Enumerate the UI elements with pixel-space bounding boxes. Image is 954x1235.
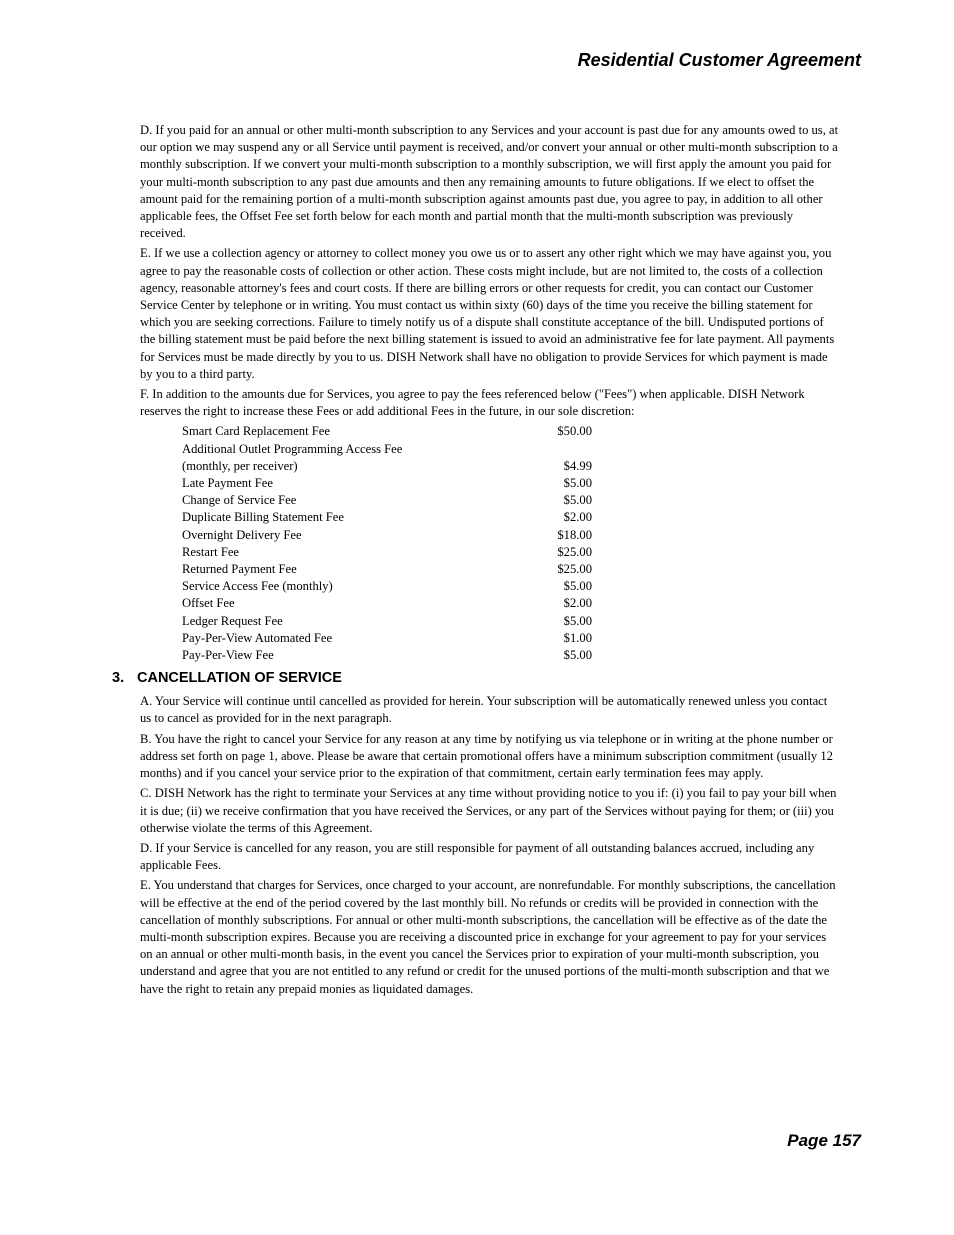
section-number: 3.	[112, 670, 125, 687]
fee-row	[182, 595, 592, 612]
fee-amount: $1.00	[563, 630, 592, 645]
document-header-title: Residential Customer Agreement	[577, 50, 861, 70]
fee-table	[182, 423, 592, 664]
fee-row	[182, 527, 592, 544]
paragraph-e: E. If we use a collection agency or attorney to collect money you owe us or to assert any other right which we may have against you, you agree to pay the reasonable costs of collection or other action. These costs might include, but are not limited to, the costs of a collection agency, reasonable attorney's fees and court costs. If there are billing errors or other requests for credit, you can contact our Customer Service Center by telephone or in writing. You must contact us within sixty (60) days of the time you receive the billing statement for which you are seeking corrections. Failure to timely notify us of a dispute shall constitute acceptance of the bill. Undisputed portions of the billing statement must be paid before the next billing statement is issued to avoid an administrative fee for late payment. All payments for Services must be made directly by you to us. DISH Network shall have no obligation to provide Services for which payment is made by you to a third party.	[140, 246, 835, 381]
fee-name: Change of Service Fee	[182, 493, 297, 508]
fee-row	[182, 458, 592, 475]
fee-name: Pay-Per-View Automated Fee	[182, 630, 333, 645]
fee-amount: $5.00	[563, 613, 592, 628]
fee-amount: $2.00	[563, 510, 592, 525]
fee-name: Ledger Request Fee	[182, 613, 283, 628]
fee-row	[182, 509, 592, 526]
fee-name: Duplicate Billing Statement Fee	[182, 510, 344, 525]
paragraph-f: F. In addition to the amounts due for Services, you agree to pay the fees referenced below ("Fees") when applicable. DISH Network reserves the right to increase these Fees or add additional Fees in the future, in our sole discretion:	[140, 387, 805, 419]
fee-amount: $5.00	[563, 493, 592, 508]
fee-name: (monthly, per receiver)	[182, 458, 298, 473]
page-number: Page 157	[787, 1131, 861, 1150]
fee-amount	[532, 441, 592, 458]
fee-row	[182, 492, 592, 509]
fee-amount: $5.00	[563, 647, 592, 662]
fee-amount: $50.00	[557, 424, 592, 439]
fee-name: Offset Fee	[182, 596, 235, 611]
fee-row	[182, 647, 592, 664]
fee-amount: $5.00	[563, 476, 592, 491]
paragraph-d: D. If you paid for an annual or other multi-month subscription to any Services and your account is past due for any amounts owed to us, at our option we may suspend any or all Service until payment is received, and/or convert your annual or other multi-month subscription to a monthly subscription. If we convert your multi-month subscription to a monthly subscription, we will first apply the amount you paid for your multi-month subscription to any past due amounts and then any remaining amounts to future obligations. If we elect to offset the amount paid for the remaining portion of a multi-month subscription against amounts past due, you agree to pay, in addition to all other applicable fees, the Offset Fee set forth below for each month and partial month that the multi-month subscription was previously received.	[140, 123, 839, 241]
fee-row	[182, 578, 592, 595]
fee-row	[182, 544, 592, 561]
fee-name: Smart Card Replacement Fee	[182, 424, 330, 439]
fee-row	[182, 561, 592, 578]
fee-row	[182, 441, 592, 458]
section-heading	[112, 670, 840, 687]
fee-row	[182, 423, 592, 440]
section-paragraph-e: E. You understand that charges for Services, once charged to your account, are nonrefundable. For monthly subscriptions, the cancellation will be effective at the end of the period covered by the last monthly bill. No refunds or credits will be provided in connection with the cancellation of monthly subscriptions. For annual or other multi-month subscriptions, the cancellation will be effective as of the date the multi-month subscription expires. Because you are receiving a discounted price in exchange for your agreement to pay for your services on an annual or other multi-month basis, in the event you cancel the Services prior to expiration of your multi-month subscription, you understand and agree that you are not entitled to any refund or credit for the unused portions of the multi-month subscription and that we have the right to retain any prepaid monies as liquidated damages.	[140, 878, 836, 996]
fee-name: Service Access Fee (monthly)	[182, 579, 333, 594]
fee-amount: $25.00	[557, 561, 592, 576]
section-paragraph-a: A. Your Service will continue until cancelled as provided for herein. Your subscription will be automatically renewed unless you contact us to cancel as provided for in the next paragraph.	[140, 694, 828, 726]
fee-name: Late Payment Fee	[182, 476, 273, 491]
fee-amount: $4.99	[563, 458, 592, 473]
section-paragraph-d: D. If your Service is cancelled for any reason, you are still responsible for payment of all outstanding balances accrued, including any applicable Fees.	[140, 840, 815, 873]
section-paragraph-c: C. DISH Network has the right to terminate your Services at any time without providing notice to you if: (i) you fail to pay your bill when it is due; (ii) we receive confirmation that you have received the Services, or any part of the Services without paying for them; or (iii) you otherwise violate the terms of this Agreement.	[140, 786, 837, 835]
fee-row	[182, 613, 592, 630]
fee-name: Restart Fee	[182, 544, 240, 559]
fee-name: Returned Payment Fee	[182, 561, 297, 576]
fee-row	[182, 630, 592, 647]
section-paragraph-b: B. You have the right to cancel your Service for any reason at any time by notifying us via telephone or in writing at the phone number or address set forth on page 1, above. Please be aware that certain promotional offers have a minimum subscription commitment (usually 12 months) and if you cancel your service prior to the expiration of that commitment, certain early termination fees may apply.	[140, 731, 833, 781]
section-title: CANCELLATION OF SERVICE	[137, 670, 342, 687]
fee-name: Overnight Delivery Fee	[182, 527, 302, 542]
fee-amount: $5.00	[563, 579, 592, 594]
fee-name: Additional Outlet Programming Access Fee	[182, 441, 403, 456]
fee-name: Pay-Per-View Fee	[182, 647, 274, 662]
fee-amount: $2.00	[563, 596, 592, 611]
fee-amount: $18.00	[557, 527, 592, 542]
fee-row	[182, 475, 592, 492]
document-body	[112, 122, 840, 1001]
fee-amount: $25.00	[557, 544, 592, 559]
